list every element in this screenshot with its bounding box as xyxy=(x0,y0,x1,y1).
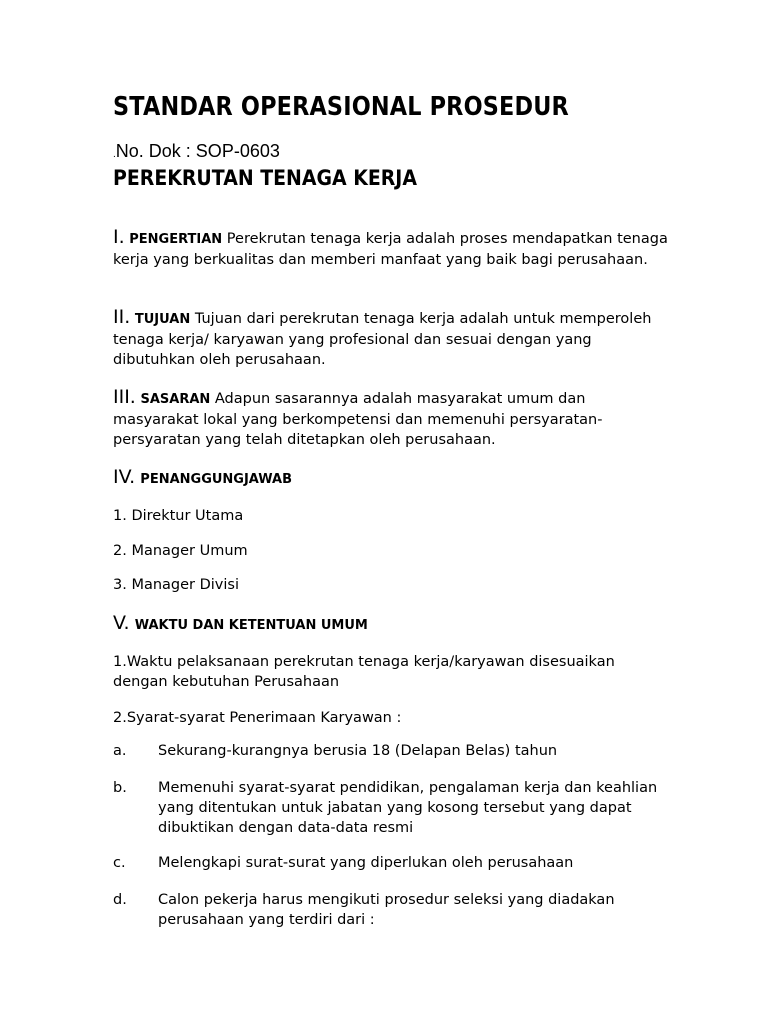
document-subtitle: PEREKRUTAN TENAGA KERJA xyxy=(113,166,417,190)
list-item: 1. Direktur Utama xyxy=(113,508,244,524)
doc-number-text: No. Dok : SOP-0603 xyxy=(115,141,280,161)
section-label: PENGERTIAN xyxy=(129,232,223,247)
document-title: STANDAR OPERASIONAL PROSEDUR xyxy=(113,92,569,122)
list-item: 1.Waktu pelaksanaan perekrutan tenaga kerja/karyawan disesuaikan dengan kebutuhan Perusahaan xyxy=(113,654,615,690)
section-waktu-ketentuan xyxy=(113,612,368,634)
section-sasaran xyxy=(113,387,673,450)
section-tujuan xyxy=(113,307,673,370)
document-number xyxy=(113,141,280,162)
sub-item-text: Calon pekerja harus mengikuti prosedur seleksi yang diadakan perusahaan yang terdiri dari : xyxy=(158,892,615,928)
section-text: Perekrutan tenaga kerja adalah proses mendapatkan tenaga kerja yang berkualitas dan memberi manfaat yang baik bagi perusahaan. xyxy=(113,231,668,268)
sub-item-letter: a. xyxy=(113,743,127,759)
sub-item-letter: d. xyxy=(113,892,127,908)
sub-item-letter: b. xyxy=(113,780,127,796)
section-label: PENANGGUNGJAWAB xyxy=(140,472,293,487)
section-numeral: II. xyxy=(113,306,131,328)
sub-item-text: Memenuhi syarat-syarat pendidikan, pengalaman kerja dan keahlian yang ditentukan untuk jabatan yang kosong tersebut yang dapat dibuktikan dengan data-data resmi xyxy=(158,780,658,836)
section-penanggungjawab xyxy=(113,466,292,488)
doc-number-prefix: . xyxy=(113,149,116,160)
section-text: Tujuan dari perekrutan tenaga kerja adalah untuk memperoleh tenaga kerja/ karyawan yang profesional dan sesuai dengan yang dibutuhkan oleh perusahaan. xyxy=(113,311,652,368)
sub-item-letter: c. xyxy=(113,855,126,871)
section-text: Adapun sasarannya adalah masyarakat umum dan masyarakat lokal yang berkompetensi dan memenuhi persyaratan-persyaratan yang telah ditetapkan oleh perusahaan. xyxy=(113,391,603,448)
section-label: WAKTU DAN KETENTUAN UMUM xyxy=(134,618,368,633)
list-item: 2. Manager Umum xyxy=(113,543,248,559)
list-item: 2.Syarat-syarat Penerimaan Karyawan : xyxy=(113,710,402,726)
section-numeral: III. xyxy=(113,386,136,408)
sub-item-text: Melengkapi surat-surat yang diperlukan oleh perusahaan xyxy=(158,855,574,871)
section-label: TUJUAN xyxy=(134,312,191,327)
list-item: 3. Manager Divisi xyxy=(113,577,239,593)
section-numeral: I. xyxy=(113,226,125,248)
section-label: SASARAN xyxy=(140,392,211,407)
section-numeral: IV. xyxy=(113,466,136,488)
section-numeral: V. xyxy=(113,612,130,634)
section-pengertian xyxy=(113,227,673,270)
sub-item-text: Sekurang-kurangnya berusia 18 (Delapan Belas) tahun xyxy=(158,743,558,759)
